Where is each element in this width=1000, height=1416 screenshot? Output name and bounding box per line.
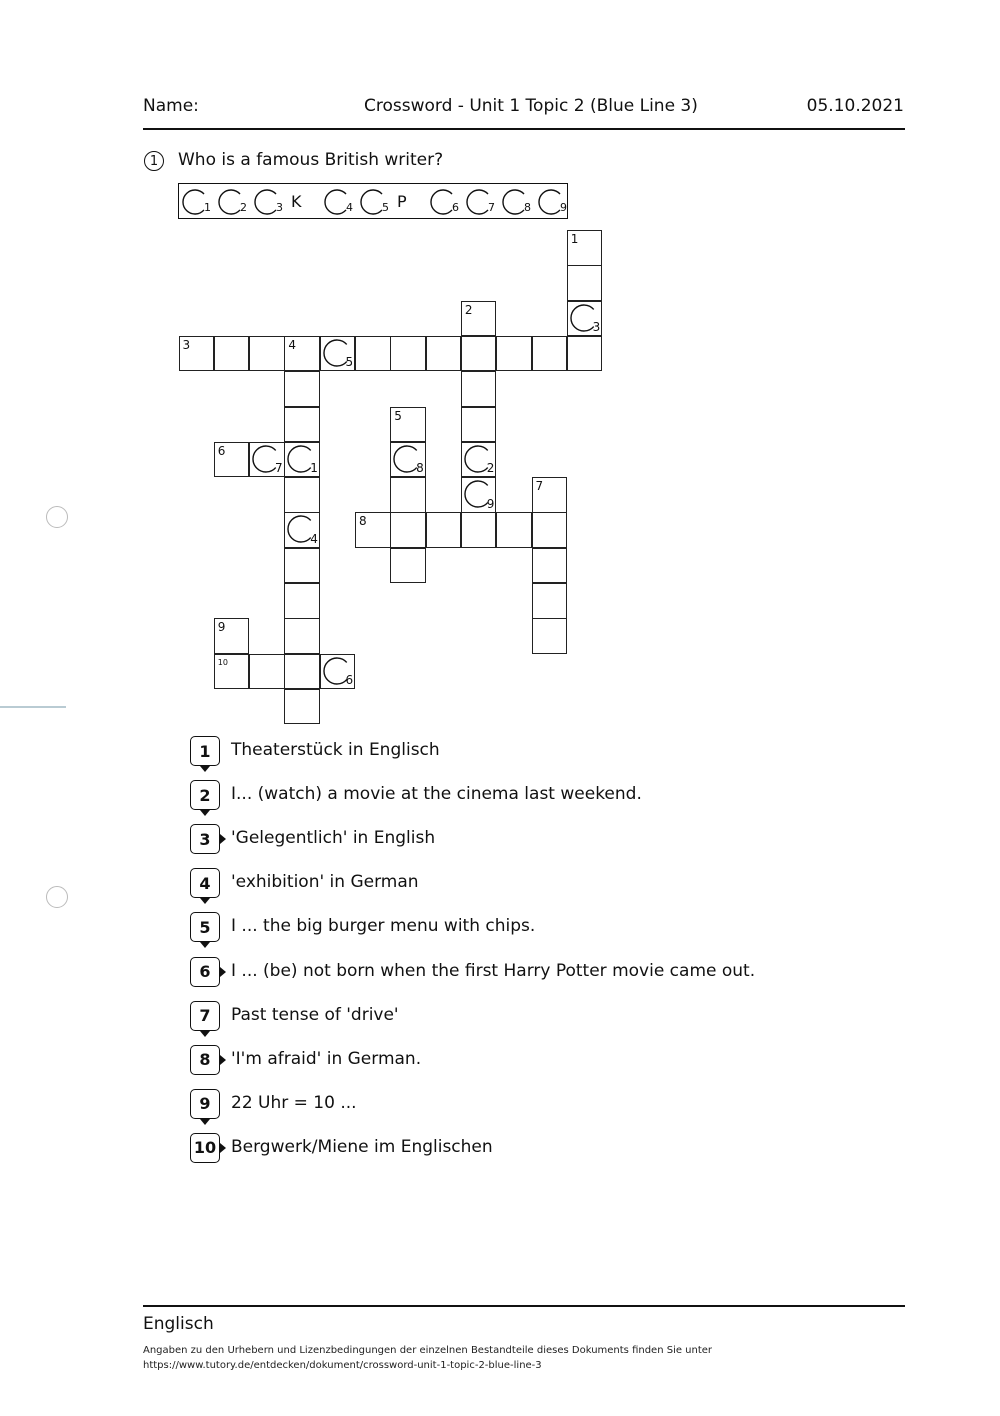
crossword-cell[interactable]: [284, 442, 320, 478]
question-text: Who is a famous British writer?: [178, 150, 444, 170]
header-rule: [143, 128, 905, 130]
clue-number-badge: 8: [190, 1045, 220, 1075]
crossword-cell[interactable]: [214, 654, 250, 690]
solution-slot[interactable]: [181, 188, 209, 216]
date: 05.10.2021: [806, 96, 904, 116]
clue-text: I ... the big burger menu with chips.: [231, 916, 536, 937]
solution-slot-number: 4: [346, 201, 353, 214]
crossword-cell[interactable]: [284, 654, 320, 690]
solution-letter-index: 6: [345, 673, 354, 688]
crossword-cell[interactable]: [249, 442, 285, 478]
crossword-cell[interactable]: [390, 477, 426, 513]
crossword-cell[interactable]: [426, 336, 462, 372]
clue-number-badge: 2: [190, 780, 220, 810]
clue-start-number: 1: [570, 232, 579, 246]
crossword-cell[interactable]: [355, 512, 391, 548]
solution-slot-number: 6: [452, 201, 459, 214]
clue-start-number: 7: [535, 479, 544, 494]
crossword-cell[interactable]: [214, 442, 250, 478]
solution-given-letter: P: [397, 192, 407, 211]
crossword-cell[interactable]: [390, 336, 426, 372]
clue-number-badge: 3: [190, 824, 220, 854]
crossword-cell[interactable]: [284, 548, 320, 584]
binder-hole: [46, 506, 68, 528]
crossword-cell[interactable]: [567, 336, 603, 372]
crossword-cell[interactable]: [532, 618, 568, 654]
crossword-cell[interactable]: [567, 265, 603, 301]
crossword-cell[interactable]: [461, 512, 497, 548]
crossword-cell[interactable]: [284, 689, 320, 725]
clue-start-number: 8: [359, 514, 367, 529]
solution-slot-number: 8: [524, 201, 531, 214]
crossword-cell[interactable]: [320, 336, 356, 372]
solution-given-letter: K: [291, 192, 302, 211]
footer-rule: [143, 1305, 905, 1307]
solution-letter-index: 7: [274, 461, 283, 476]
solution-slot-number: 7: [488, 201, 495, 214]
solution-slot[interactable]: [537, 188, 565, 216]
arrow-right-icon: [220, 1143, 226, 1153]
solution-slot[interactable]: [217, 188, 245, 216]
crossword-cell[interactable]: [284, 336, 320, 372]
arrow-down-icon: [200, 898, 210, 904]
crossword-cell[interactable]: [496, 512, 532, 548]
crossword-cell[interactable]: [390, 407, 426, 443]
solution-letter-index: 5: [345, 355, 354, 370]
solution-slot-number: 5: [382, 201, 389, 214]
solution-slot-number: 3: [276, 201, 283, 214]
clue-start-number: 6: [217, 443, 226, 458]
clue-text: Past tense of 'drive': [231, 1004, 399, 1025]
crossword-cell[interactable]: [461, 371, 497, 407]
crossword-cell[interactable]: [532, 512, 568, 548]
solution-slot-number: 1: [204, 201, 211, 214]
crossword-cell[interactable]: [461, 477, 497, 513]
crossword-cell[interactable]: [461, 442, 497, 478]
clue-number-badge: 5: [190, 912, 220, 942]
crossword-cell[interactable]: [284, 512, 320, 548]
footer-credits: Angaben zu den Urhebern und Lizenzbedingungen der einzelnen Bestandteile dieses Dokuments finden Sie unter: [143, 1345, 713, 1356]
crossword-cell[interactable]: [461, 407, 497, 443]
solution-slot[interactable]: [429, 188, 457, 216]
crossword-cell[interactable]: [284, 583, 320, 619]
clue-text: I ... (be) not born when the first Harry Potter movie came out.: [231, 960, 756, 981]
crossword-cell[interactable]: [532, 583, 568, 619]
crossword-cell[interactable]: [179, 336, 215, 372]
crossword-cell[interactable]: [355, 336, 391, 372]
solution-letter-index: 9: [486, 496, 495, 511]
arrow-right-icon: [220, 967, 226, 977]
footer-subject: Englisch: [143, 1314, 214, 1334]
crossword-cell[interactable]: [284, 371, 320, 407]
arrow-down-icon: [200, 942, 210, 948]
crossword-cell[interactable]: [532, 336, 568, 372]
crossword-cell[interactable]: [567, 301, 603, 337]
clue-text: 'Gelegentlich' in English: [231, 828, 436, 849]
clue-text: I... (watch) a movie at the cinema last weekend.: [231, 784, 642, 805]
clue-start-number: 5: [394, 408, 402, 423]
arrow-down-icon: [200, 1031, 210, 1037]
crossword-cell[interactable]: [214, 618, 250, 654]
clue-number-badge: 1: [190, 736, 220, 766]
solution-slot[interactable]: [323, 188, 351, 216]
crossword-cell[interactable]: [249, 336, 285, 372]
solution-letter-index: 1: [310, 461, 318, 476]
clue-number-badge: 9: [190, 1089, 220, 1119]
solution-letter-index: 2: [486, 461, 495, 476]
arrow-down-icon: [200, 810, 210, 816]
binder-hole: [46, 886, 68, 908]
clue-text: 'I'm afraid' in German.: [231, 1048, 422, 1069]
clue-text: Theaterstück in Englisch: [231, 740, 440, 760]
clue-text: Bergwerk/Miene im Englischen: [231, 1136, 493, 1157]
crossword-cell[interactable]: [390, 512, 426, 548]
crossword-cell[interactable]: [390, 548, 426, 584]
arrow-down-icon: [200, 766, 210, 772]
clue-number-badge: 4: [190, 868, 220, 898]
solution-letter-index: 8: [416, 461, 424, 476]
arrow-right-icon: [220, 834, 226, 844]
crossword-cell[interactable]: [284, 407, 320, 443]
crossword-cell[interactable]: [496, 336, 532, 372]
clue-text: 22 Uhr = 10 ...: [231, 1092, 357, 1113]
question-number: 1: [144, 151, 164, 171]
page-title: Crossword - Unit 1 Topic 2 (Blue Line 3): [364, 96, 698, 116]
solution-slot-number: 2: [240, 201, 247, 214]
solution-letter-index: 3: [592, 320, 601, 335]
crossword-cell[interactable]: [320, 654, 356, 690]
crossword-cell[interactable]: [284, 618, 320, 654]
solution-slot[interactable]: [359, 188, 387, 216]
crossword-cell[interactable]: [532, 477, 568, 513]
clue-number-badge: 7: [190, 1001, 220, 1031]
crossword-cell[interactable]: [461, 301, 497, 337]
clue-start-number: 3: [182, 337, 191, 352]
crossword-cell[interactable]: [214, 336, 250, 372]
arrow-right-icon: [220, 1055, 226, 1065]
crossword-cell[interactable]: [532, 548, 568, 584]
crossword-cell[interactable]: [284, 477, 320, 513]
clue-number-badge: 6: [190, 957, 220, 987]
crossword-cell[interactable]: [249, 654, 285, 690]
solution-slot[interactable]: [253, 188, 281, 216]
clue-text: 'exhibition' in German: [231, 872, 419, 893]
clue-start-number: 9: [217, 620, 226, 635]
fold-mark: [0, 706, 66, 708]
crossword-cell[interactable]: [426, 512, 462, 548]
crossword-cell[interactable]: [567, 230, 603, 266]
solution-slot[interactable]: [501, 188, 529, 216]
solution-slot[interactable]: [465, 188, 493, 216]
arrow-down-icon: [200, 1119, 210, 1125]
clue-start-number: 2: [464, 302, 473, 317]
footer-url[interactable]: https://www.tutory.de/entdecken/dokument/crossword-unit-1-topic-2-blue-line-3: [143, 1360, 542, 1371]
solution-letter-index: 4: [310, 531, 318, 546]
clue-number-badge: 10: [190, 1133, 220, 1163]
crossword-cell[interactable]: [390, 442, 426, 478]
crossword-cell[interactable]: [461, 336, 497, 372]
name-label: Name:: [143, 96, 199, 116]
clue-start-number: 10: [217, 657, 228, 667]
clue-start-number: 4: [288, 337, 297, 352]
solution-slot-number: 9: [560, 201, 567, 214]
